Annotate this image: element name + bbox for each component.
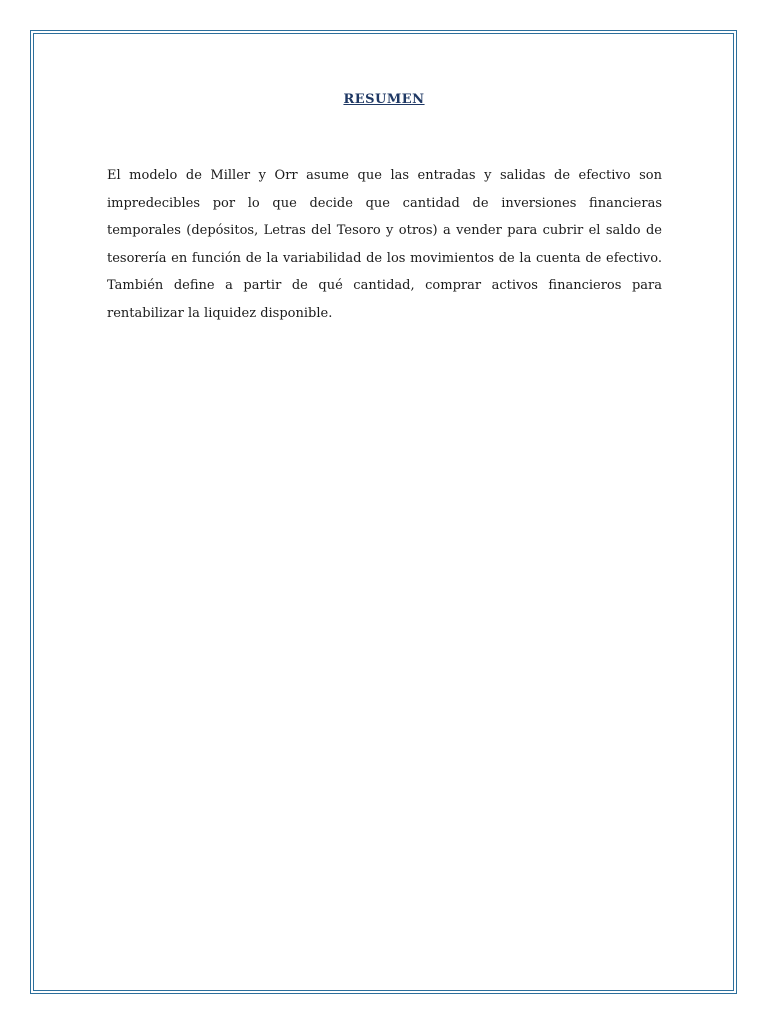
summary-paragraph: El modelo de Miller y Orr asume que las entradas y salidas de efectivo son impredecibles por lo que decide que cantidad de inversiones financieras temporales (depósitos, Letras del Tesoro y otros) a vender para cubrir el saldo de tesorería en función de la variabilidad de los movimientos de la cuenta de efectivo. También define a partir de qué cantidad, comprar activos financieros para rentabilizar la liquidez disponible. [107,168,662,321]
document-title: RESUMEN [343,92,425,107]
